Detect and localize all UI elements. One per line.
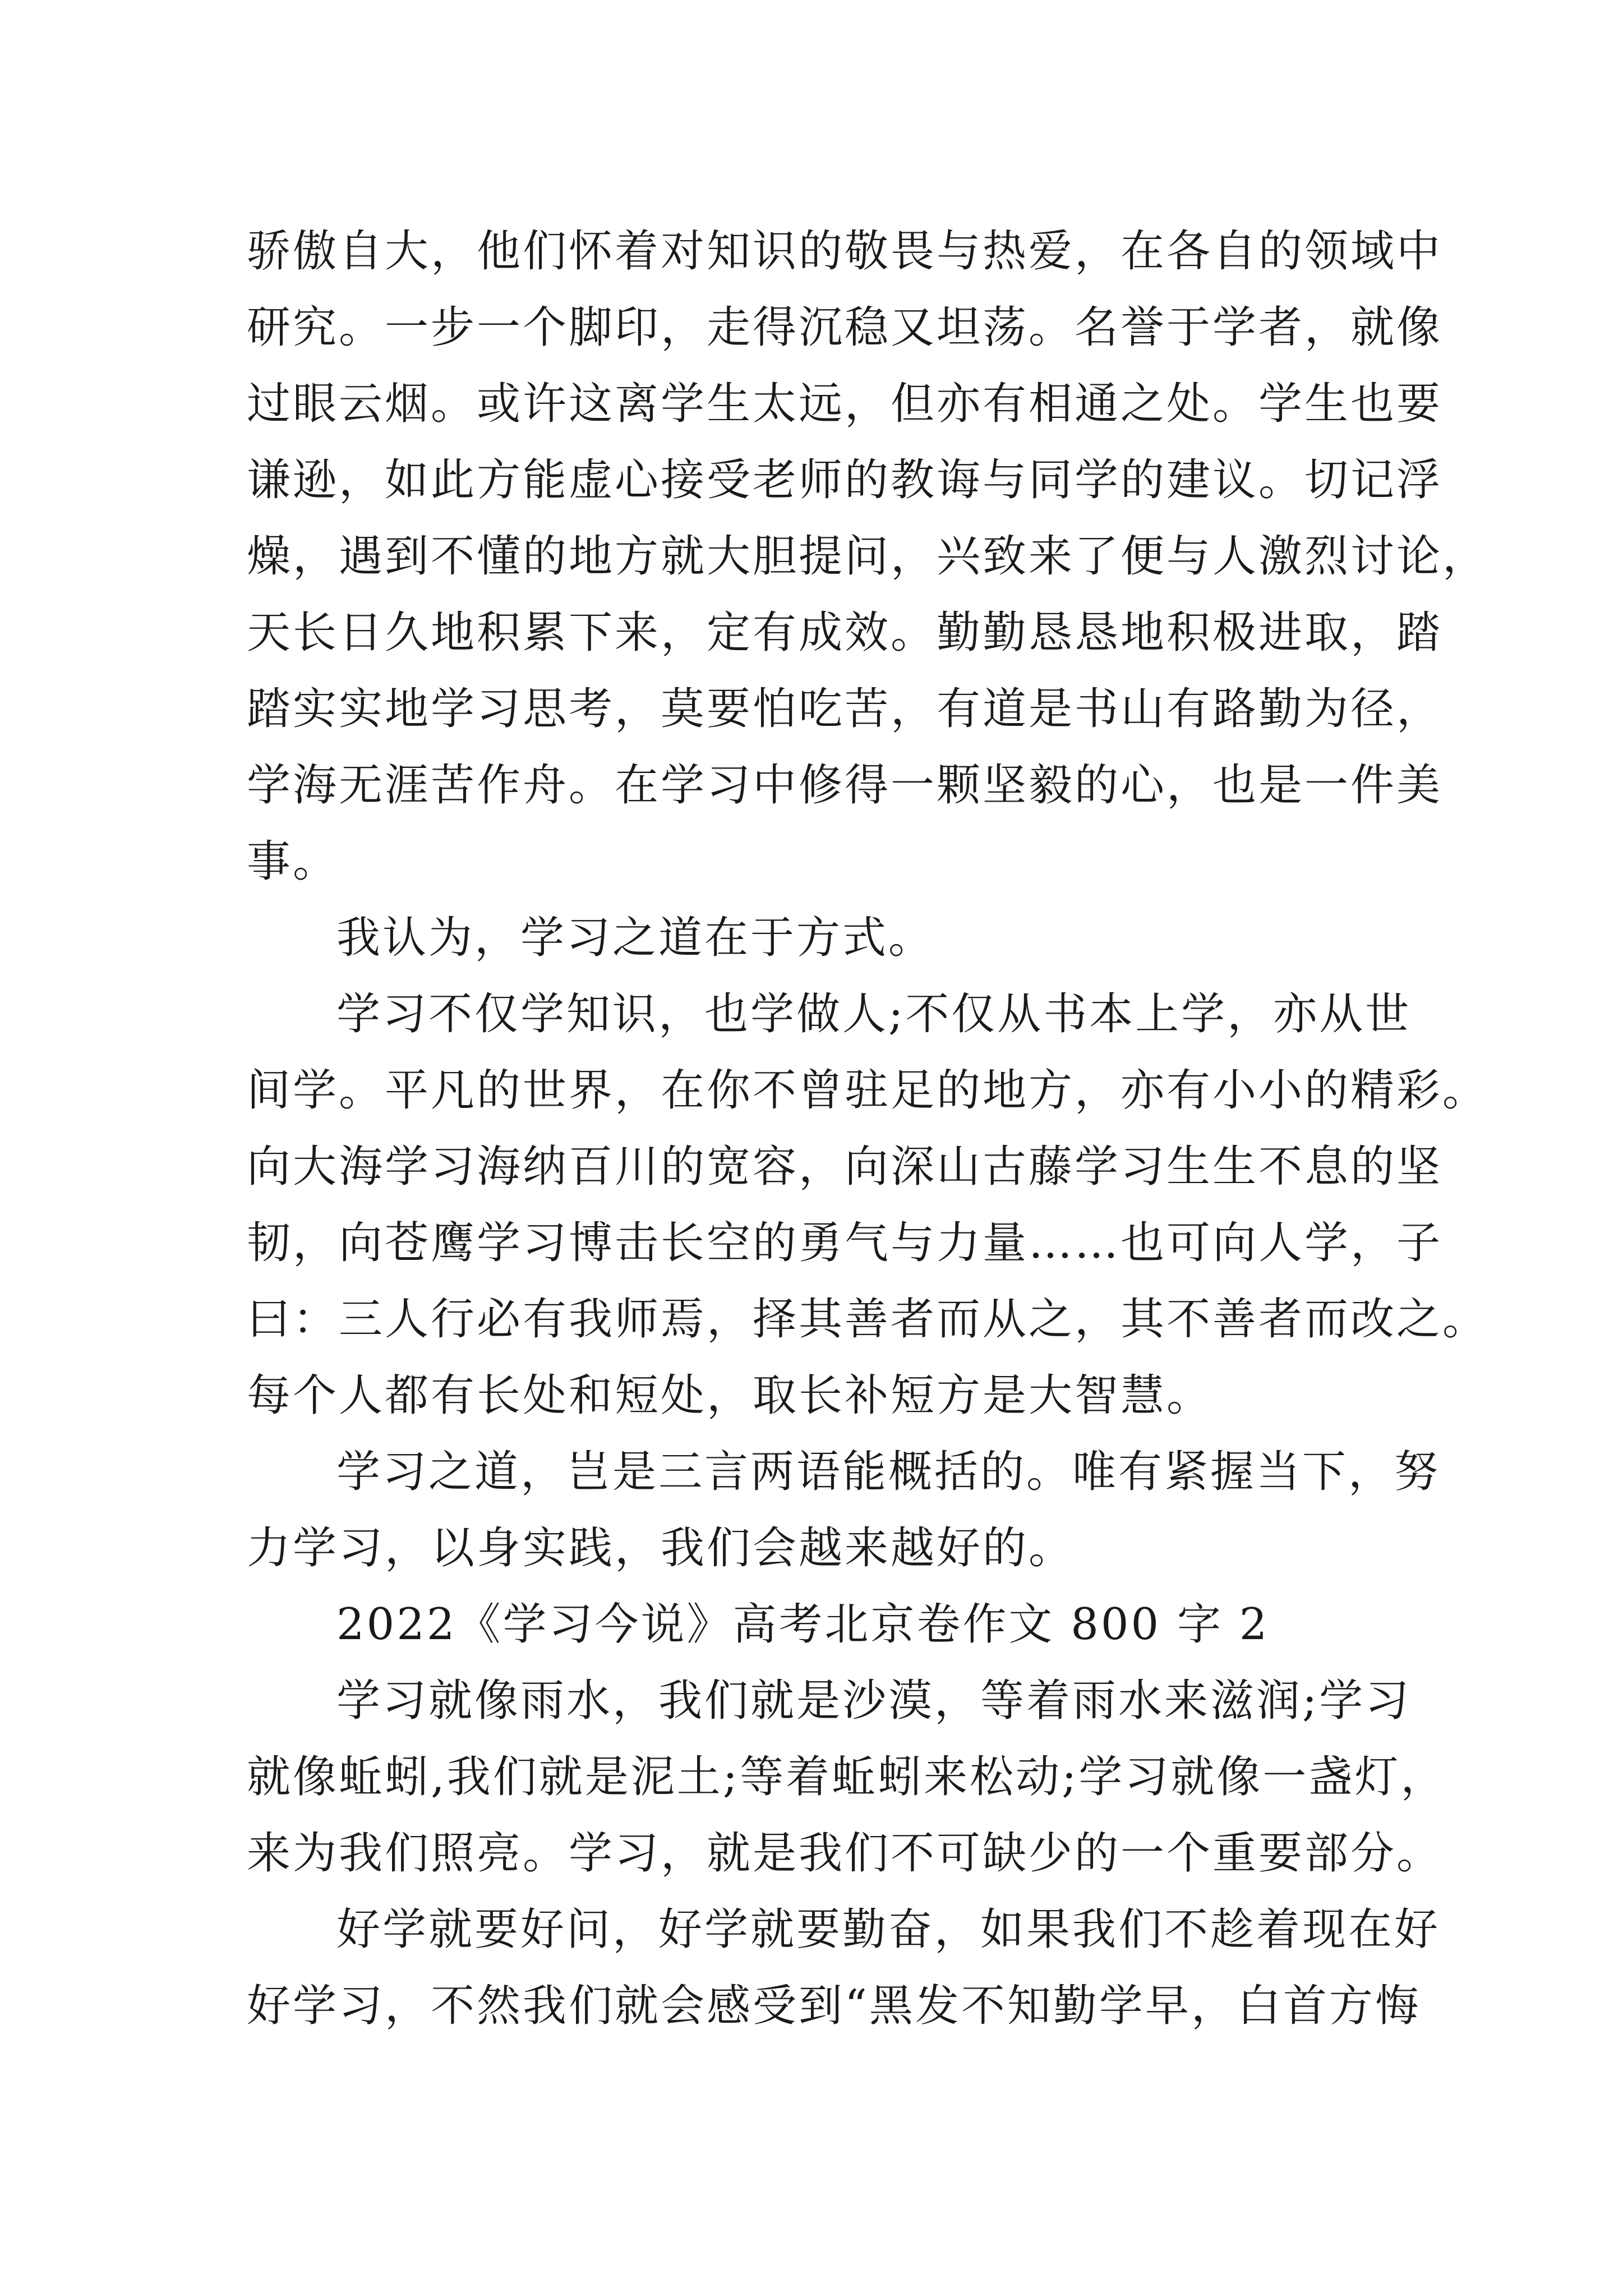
text-line: 天长日久地积累下来，定有成效。勤勤恳恳地积极进取，踏 [247, 608, 1443, 658]
text-line: 向大海学习海纳百川的宽容，向深山古藤学习生生不息的坚 [247, 1142, 1443, 1192]
essay-body [247, 213, 1489, 2044]
text-line: 力学习，以身实践，我们会越来越好的。 [247, 1523, 1075, 1573]
section-heading: 2022《学习今说》高考北京卷作文 800 字 2 [336, 1599, 1270, 1650]
text-line: 过眼云烟。或许这离学生太远，但亦有相通之处。学生也要 [247, 379, 1443, 429]
text-line: 来为我们照亮。学习，就是我们不可缺少的一个重要部分。 [247, 1828, 1443, 1879]
text-line: 就像蚯蚓,我们就是泥土;等着蚯蚓来松动;学习就像一盏灯， [247, 1752, 1447, 1802]
text-line: 学习不仅学知识，也学做人;不仅从书本上学，亦从世 [336, 989, 1412, 1039]
text-line: 骄傲自大，他们怀着对知识的敬畏与热爱，在各自的领域中 [247, 226, 1443, 277]
text-line: 每个人都有长处和短处，取长补短方是大智慧。 [247, 1370, 1213, 1421]
text-line: 研究。一步一个脚印，走得沉稳又坦荡。名誉于学者，就像 [247, 302, 1443, 353]
text-line: 好学就要好问，好学就要勤奋，如果我们不趁着现在好 [336, 1904, 1441, 1955]
text-line: 韧，向苍鹰学习博击长空的勇气与力量……也可向人学，子 [247, 1218, 1443, 1268]
text-line: 事。 [247, 836, 339, 887]
text-line: 曰：三人行必有我师焉，择其善者而从之，其不善者而改之。 [247, 1294, 1489, 1345]
text-line: 学海无涯苦作舟。在学习中修得一颗坚毅的心，也是一件美 [247, 760, 1443, 811]
text-line: 我认为，学习之道在于方式。 [336, 913, 935, 963]
text-line: 好学习，不然我们就会感受到“黑发不知勤学早，白首方悔 [247, 1981, 1421, 2031]
text-line: 学习就像雨水，我们就是沙漠，等着雨水来滋润;学习 [336, 1676, 1412, 1726]
text-line: 谦逊，如此方能虚心接受老师的教诲与同学的建议。切记浮 [247, 455, 1443, 505]
text-line: 学习之道，岂是三言两语能概括的。唯有紧握当下，努 [336, 1447, 1441, 1497]
text-line: 间学。平凡的世界，在你不曾驻足的地方，亦有小小的精彩。 [247, 1065, 1489, 1116]
text-line: 燥，遇到不懂的地方就大胆提问，兴致来了便与人激烈讨论， [247, 531, 1489, 582]
text-line: 踏实实地学习思考，莫要怕吃苦，有道是书山有路勤为径， [247, 684, 1443, 734]
